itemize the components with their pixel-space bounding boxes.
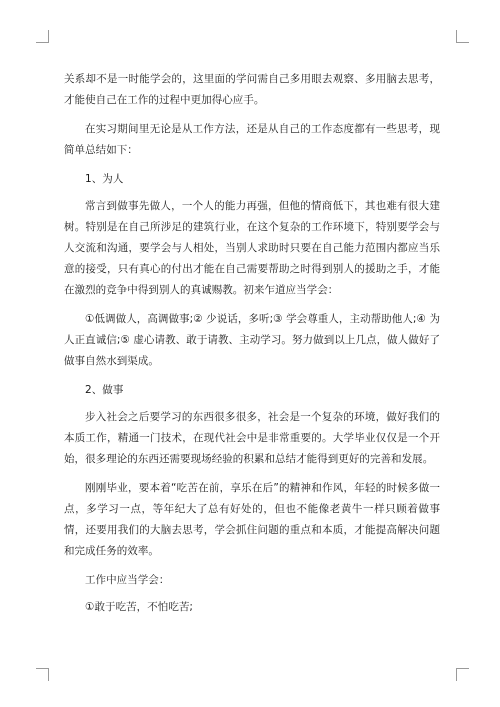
- section-heading-2: 2、做事: [85, 384, 124, 396]
- section-heading-1: 1、为人: [85, 173, 124, 185]
- paragraph-behave: 常言到做事先做人，一个人的能力再强，但他的情商低下，其也难有很大建树。特别是在自己所涉足的建筑行业，在这个复杂的工作环境下，特别要学会与人交流和沟通，要学会与人相处，当别人求助时只要在自己能力范围内都应当乐意的接受，只有真心的付出才能在自己需要帮助之时得到别人的援助之手，才能在激烈的竞争中得到别人的真诚赐教。初来乍道应当学会：: [64, 200, 440, 296]
- document-body: [64, 69, 440, 626]
- corner-mark-bottom-right: [456, 668, 469, 681]
- paragraph-work: 步入社会之后要学习的东西很多很多，社会是一个复杂的环境，做好我们的本质工作，精通一门技术，在现代社会中是非常重要的。大学毕业仅仅是一个开始，很多理论的东西还需要现场经验的积累和总结才能得到更好的完善和发展。: [64, 411, 440, 465]
- paragraph-learn-heading: 工作中应当学会：: [85, 574, 170, 586]
- paragraph-intro: 关系却不是一时能学会的，这里面的学问需自己多用眼去观察、多用脑去思考，才能使自己在工作的过程中更加得心应手。: [64, 73, 440, 106]
- paragraph-learn-item-1: ①敢于吃苦，不怕吃苦;: [85, 601, 194, 613]
- corner-mark-top-left: [36, 30, 49, 43]
- paragraph-summary: 在实习期间里无论是从工作方法，还是从自己的工作态度都有一些思考，现简单总结如下：: [64, 123, 440, 156]
- paragraph-graduate: 刚刚毕业，要本着“吃苦在前，享乐在后”的精神和作风，年轻的时候多做一点，多学习一点，等年纪大了总有好处的，但也不能像老黄牛一样只顾着做事情，还要用我们的大脑去思考，学会抓住问题的重点和本质，才能提高解决问题和完成任务的效率。: [64, 482, 440, 557]
- corner-mark-top-right: [456, 30, 469, 43]
- paragraph-behave-list: ①低调做人，高调做事;② 少说话，多听;③ 学会尊重人，主动帮助他人;④ 为人正直诚信;⑤ 虚心请教、敢于请教、主动学习。努力做到以上几点，做人做好了做事自然水到渠成。: [64, 313, 440, 367]
- corner-mark-bottom-left: [36, 668, 49, 681]
